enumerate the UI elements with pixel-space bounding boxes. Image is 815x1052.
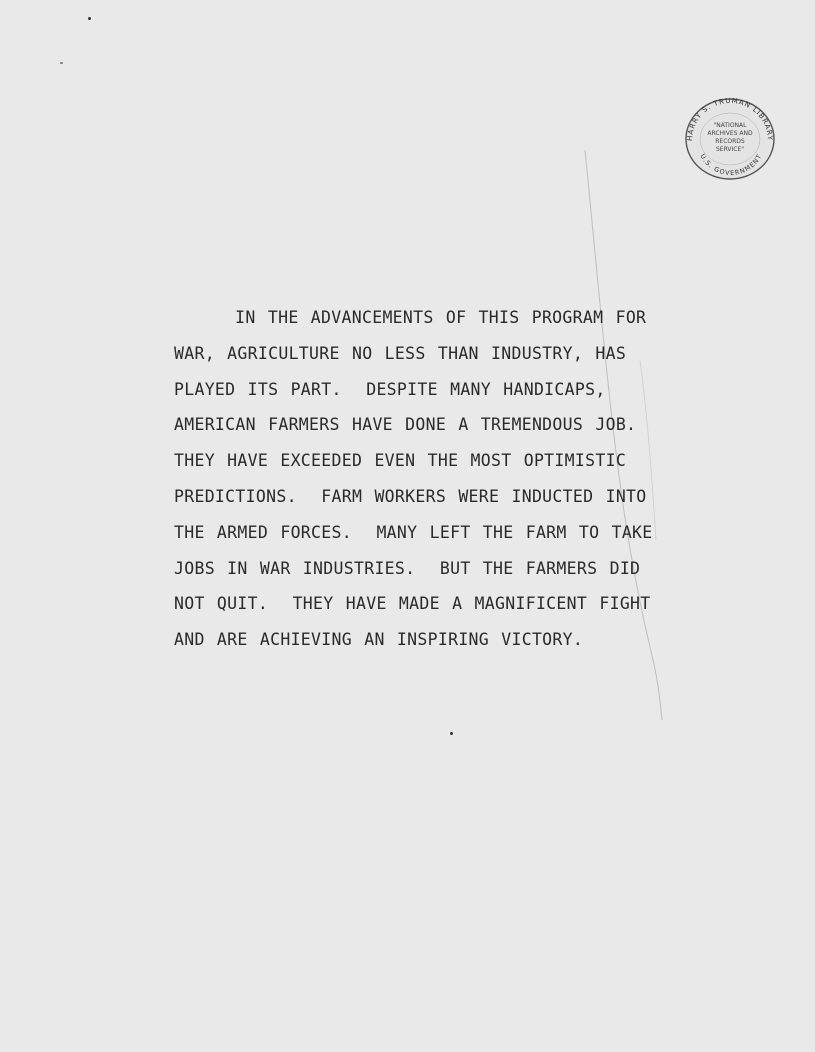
- text-line: PREDICTIONS. FARM WORKERS WERE INDUCTED INTO: [174, 486, 647, 506]
- text-line: IN THE ADVANCEMENTS OF THIS PROGRAM FOR: [174, 308, 647, 327]
- text-line: AND ARE ACHIEVING AN INSPIRING VICTORY.: [174, 630, 584, 650]
- paper-speck: [60, 62, 63, 64]
- stamp-ring-text: HARRY S. TRUMAN LIBRARY: [685, 96, 775, 142]
- stamp-center-line: RECORDS: [715, 138, 745, 145]
- text-line: PLAYED ITS PART. DESPITE MANY HANDICAPS,: [174, 379, 606, 399]
- text-line: AMERICAN FARMERS HAVE DONE A TREMENDOUS JOB.: [174, 415, 637, 435]
- text-line: THEY HAVE EXCEEDED EVEN THE MOST OPTIMISTIC: [174, 451, 627, 471]
- text-line: THE ARMED FORCES. MANY LEFT THE FARM TO TAKE: [174, 522, 653, 542]
- text-line: WAR, AGRICULTURE NO LESS THAN INDUSTRY, HAS: [174, 343, 627, 363]
- stamp-bottom-text: U.S. GOVERNMENT: [698, 152, 764, 178]
- stamp-center-line: ARCHIVES AND: [707, 130, 753, 137]
- stamp-center-line: "NATIONAL: [713, 122, 747, 129]
- typewritten-paragraph: [174, 300, 653, 658]
- truman-library-stamp: [680, 93, 780, 183]
- paper-speck: [88, 17, 91, 20]
- text-line: JOBS IN WAR INDUSTRIES. BUT THE FARMERS DID: [174, 558, 641, 578]
- text-line: NOT QUIT. THEY HAVE MADE A MAGNIFICENT FIGHT: [174, 594, 651, 614]
- stamp-center-line: SERVICE": [715, 146, 745, 153]
- paper-speck: [450, 732, 453, 735]
